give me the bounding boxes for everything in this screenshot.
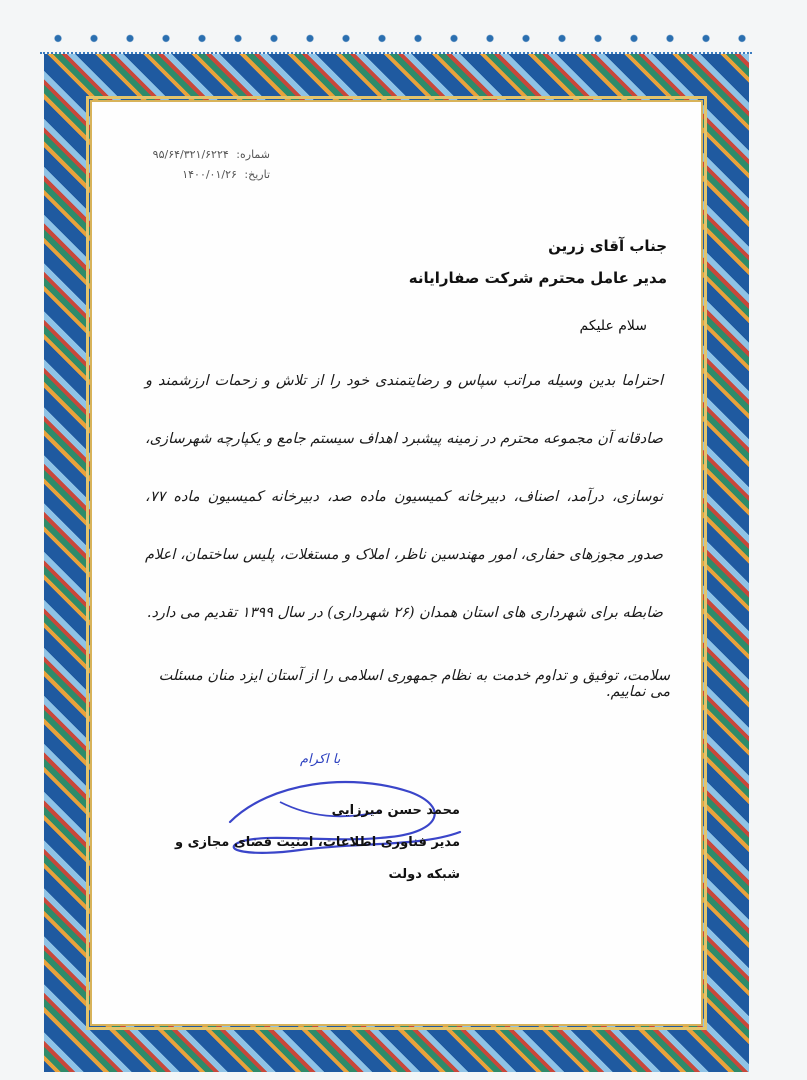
- letter-date: [150, 165, 270, 185]
- signer-name: محمد حسن میرزایی: [331, 803, 460, 818]
- signer-title-2: شبکه دولت: [388, 867, 460, 882]
- letter-meta: [150, 145, 270, 185]
- letter-number: [150, 145, 270, 165]
- number-value: ۹۵/۶۴/۳۲۱/۶۲۲۴: [152, 148, 229, 161]
- letter-body: احتراما بدین وسیله مراتب سپاس و رضایتمندی خود را از تلاش و زحمات ارزشمند و صادقانه آن مجموعه محترم در زمینه پیشبرد اهداف سیستم جامع و یکپارچه شهرسازی، نوسازی، درآمد، اصناف، دبیرخانه کمیسیون ماده صد، دبیرخانه کمیسیون ماده ۷۷، صدور مجوزهای حفاری، امور مهندسین ناظر، املاک و مستغلات، پلیس ساختمان، اعلام ضابطه برای شهرداری های استان همدان (۲۶ شهرداری) در سال ۱۳۹۹ تقدیم می دارد.: [145, 373, 663, 621]
- decorative-top-pattern: [40, 18, 752, 54]
- date-value: ۱۴۰۰/۰۱/۲۶: [182, 168, 237, 181]
- recipient-block: [409, 230, 667, 294]
- recipient-title: مدیر عامل محترم شرکت صفارایانه: [408, 269, 667, 287]
- signer-title: مدیر فناوری اطلاعات، امنیت فضای مجازی و: [175, 835, 460, 850]
- recipient-name: جناب آقای زرین: [548, 237, 667, 255]
- respect-phrase: با اکرام: [300, 752, 341, 767]
- greeting: سلام علیکم: [579, 318, 647, 334]
- signer-block: [170, 795, 460, 891]
- date-label: تاریخ:: [244, 168, 270, 181]
- number-label: شماره:: [236, 148, 270, 161]
- letter-closing: سلامت، توفیق و تداوم خدمت به نظام جمهوری اسلامی را از آستان ایزد منان مسئلت می نماییم.: [158, 668, 670, 700]
